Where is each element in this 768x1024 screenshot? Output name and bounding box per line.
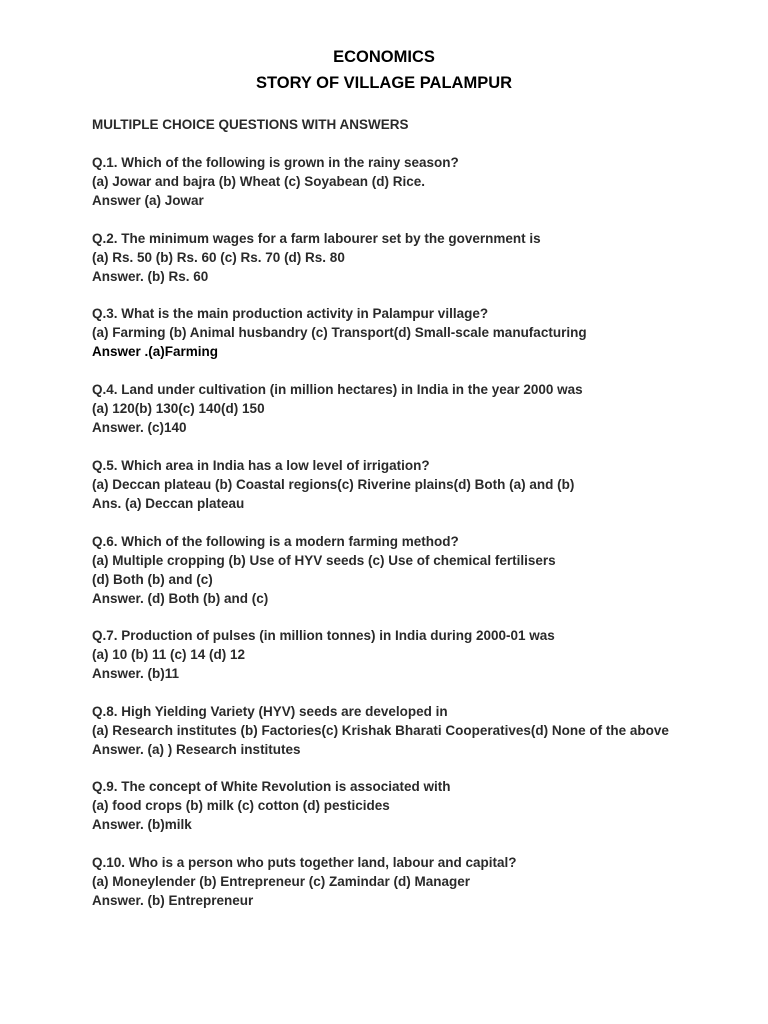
question-options: (a) Deccan plateau (b) Coastal regions(c) Riverine plains(d) Both (a) and (b) [92, 477, 575, 492]
question-text: Q.9. The concept of White Revolution is associated with [92, 779, 451, 794]
question-block-1 [92, 153, 732, 210]
question-options: (a) Farming (b) Animal husbandry (c) Transport(d) Small-scale manufacturing [92, 325, 587, 340]
question-text: Q.7. Production of pulses (in million tonnes) in India during 2000-01 was [92, 628, 555, 643]
question-answer: Answer. (b) Entrepreneur [92, 893, 254, 908]
question-block-7 [92, 626, 732, 683]
question-options: (a) Moneylender (b) Entrepreneur (c) Zamindar (d) Manager [92, 874, 471, 889]
question-options: (a) Research institutes (b) Factories(c) Krishak Bharati Cooperatives(d) None of the above [92, 723, 669, 738]
question-block-9 [92, 777, 732, 834]
subject-title: ECONOMICS [333, 48, 435, 66]
question-block-4 [92, 380, 732, 437]
question-text: Q.1. Which of the following is grown in the rainy season? [92, 155, 459, 170]
question-block-3 [92, 304, 732, 361]
question-text: Q.4. Land under cultivation (in million hectares) in India in the year 2000 was [92, 382, 583, 397]
question-options: (a) Multiple cropping (b) Use of HYV seeds (c) Use of chemical fertilisers [92, 553, 556, 568]
chapter-title: STORY OF VILLAGE PALAMPUR [255, 74, 513, 92]
question-answer: Ans. (a) Deccan plateau [92, 496, 245, 511]
question-text: Q.3. What is the main production activity in Palampur village? [92, 306, 489, 321]
question-text: Q.5. Which area in India has a low level of irrigation? [92, 458, 430, 473]
question-text: Q.2. The minimum wages for a farm labourer set by the government is [92, 231, 541, 246]
question-options: (a) 10 (b) 11 (c) 14 (d) 12 [92, 647, 246, 662]
question-options: (a) Jowar and bajra (b) Wheat (c) Soyabean (d) Rice. [92, 174, 426, 189]
question-options: (a) food crops (b) milk (c) cotton (d) pesticides [92, 798, 390, 813]
question-block-8 [92, 702, 732, 759]
question-block-6 [92, 532, 732, 608]
question-options: (a) Rs. 50 (b) Rs. 60 (c) Rs. 70 (d) Rs. 80 [92, 250, 345, 265]
section-heading: MULTIPLE CHOICE QUESTIONS WITH ANSWERS [92, 117, 409, 132]
question-text: Q.6. Which of the following is a modern farming method? [92, 534, 459, 549]
question-answer: Answer. (b)11 [92, 666, 180, 681]
question-text: Q.10. Who is a person who puts together land, labour and capital? [92, 855, 517, 870]
question-options-continued: (d) Both (b) and (c) [92, 572, 213, 587]
question-block-2 [92, 229, 732, 286]
question-text: Q.8. High Yielding Variety (HYV) seeds are developed in [92, 704, 448, 719]
question-answer: Answer. (b) Rs. 60 [92, 269, 209, 284]
question-answer: Answer .(a)Farming [92, 344, 219, 359]
question-answer: Answer. (d) Both (b) and (c) [92, 591, 269, 606]
question-options: (a) 120(b) 130(c) 140(d) 150 [92, 401, 265, 416]
question-answer: Answer. (a) ) Research institutes [92, 742, 301, 757]
question-answer: Answer. (c)140 [92, 420, 187, 435]
question-block-10 [92, 853, 732, 910]
question-answer: Answer. (b)milk [92, 817, 192, 832]
question-answer: Answer (a) Jowar [92, 193, 204, 208]
question-block-5 [92, 456, 732, 513]
